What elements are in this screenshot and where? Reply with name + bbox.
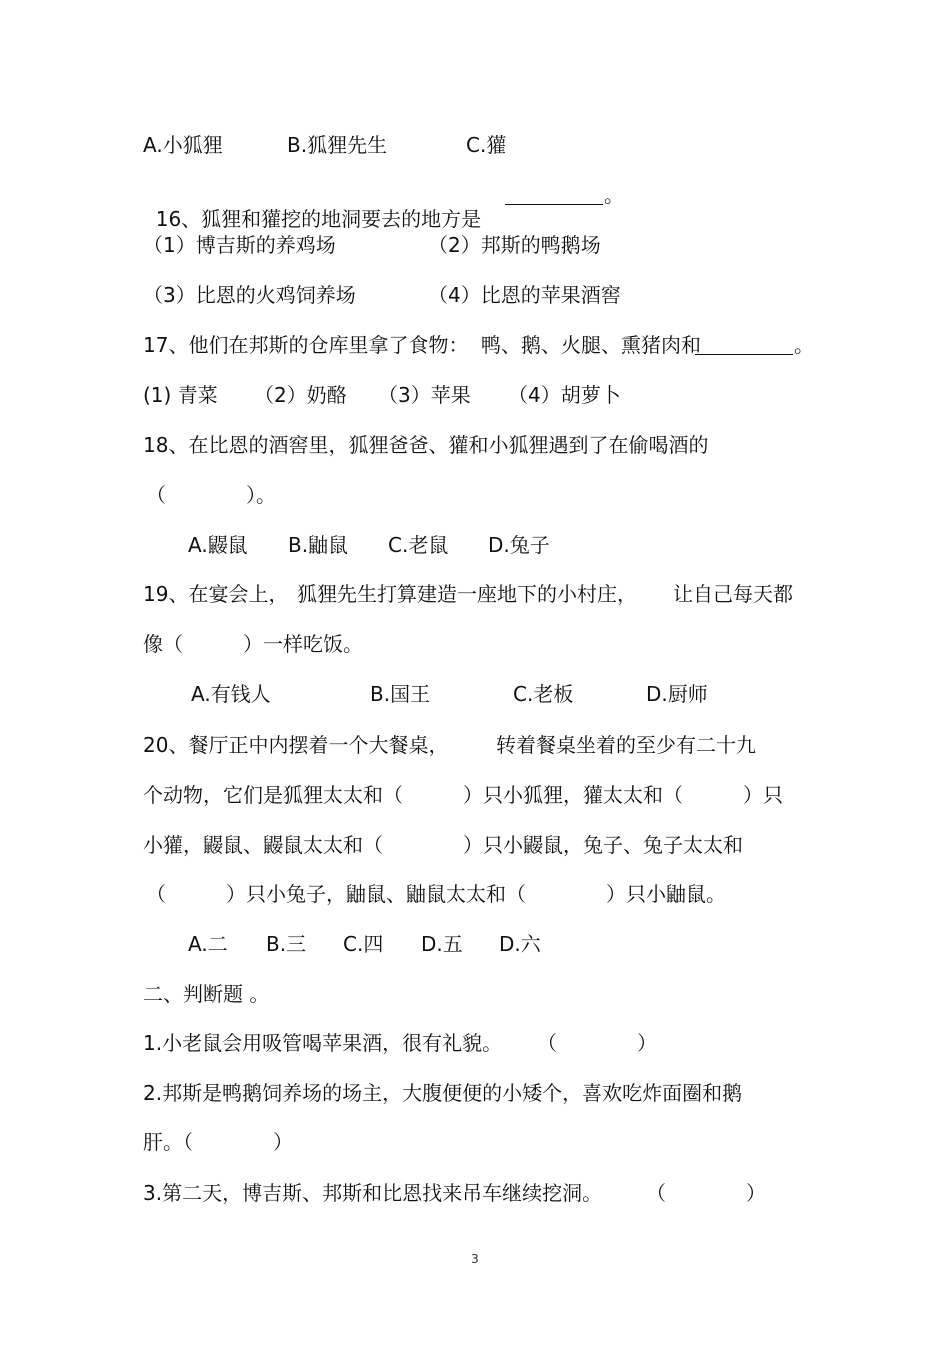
q17-option-2: （2）奶酪 xyxy=(254,383,347,407)
q15-option-a: A.小狐狸 xyxy=(143,133,223,157)
q18-option-a: A.鼹鼠 xyxy=(188,533,248,557)
judge-3: 3.第二天，博吉斯、邦斯和比恩找来吊车继续挖洞。 xyxy=(143,1181,603,1205)
q20-option-c: C.四 xyxy=(343,932,384,956)
page-number: 3 xyxy=(471,1252,479,1266)
q16-option-4: （4）比恩的苹果酒窖 xyxy=(428,283,621,307)
q20-option-e: D.六 xyxy=(499,932,541,956)
q20-line-4: （ ）只小兔子，鼬鼠、鼬鼠太太和（ ）只小鼬鼠。 xyxy=(146,882,726,906)
q19-stem-3: 让自己每天都 xyxy=(673,582,793,606)
q20-line-2: 个动物，它们是狐狸太太和（ ）只小狐狸，獾太太和（ ）只 xyxy=(143,783,783,807)
q16-stem xyxy=(143,183,481,231)
q17-option-3: （3）苹果 xyxy=(378,383,471,407)
judge-2-line-2[interactable]: 肝。（ ） xyxy=(143,1130,293,1154)
q19-option-c: C.老板 xyxy=(513,682,574,706)
q19-option-b: B.国王 xyxy=(370,682,431,706)
judge-1-answer-paren[interactable]: （ ） xyxy=(537,1031,657,1055)
q15-option-c: C.獾 xyxy=(466,133,507,157)
judge-2-line-1: 2.邦斯是鸭鹅饲养场的场主，大腹便便的小矮个，喜欢吃炸面圈和鹅 xyxy=(143,1081,743,1105)
q19-line-2: 像（ ）一样吃饭。 xyxy=(143,632,363,656)
q16-stem-text: 16、狐狸和獾挖的地洞要去的地方是 xyxy=(155,207,482,231)
q20-line-3: 小獾，鼹鼠、鼹鼠太太和（ ）只小鼹鼠，兔子、兔子太太和 xyxy=(143,833,743,857)
q17-end: 。 xyxy=(794,333,814,357)
q18-option-c: C.老鼠 xyxy=(388,533,449,557)
q17-option-4: （4）胡萝卜 xyxy=(508,383,621,407)
q16-end: 。 xyxy=(604,183,624,207)
q17-stem: 17、他们在邦斯的仓库里拿了食物： xyxy=(143,333,469,357)
q19-option-a: A.有钱人 xyxy=(191,682,271,706)
q19-stem-2: 狐狸先生打算建造一座地下的小村庄， xyxy=(297,582,637,606)
q20-option-a: A.二 xyxy=(188,932,228,956)
q17-answer-blank[interactable] xyxy=(695,336,793,355)
q17-option-1: (1) 青菜 xyxy=(143,383,218,407)
q15-option-b: B.狐狸先生 xyxy=(287,133,388,157)
q18-option-b: B.鼬鼠 xyxy=(288,533,349,557)
judge-1: 1.小老鼠会用吸管喝苹果酒，很有礼貌。 xyxy=(143,1031,503,1055)
q18-stem: 18、在比恩的酒窖里，狐狸爸爸、獾和小狐狸遇到了在偷喝酒的 xyxy=(143,433,709,457)
q20-option-b: B.三 xyxy=(266,932,307,956)
section-2-title: 二、判断题 。 xyxy=(143,982,270,1006)
q20-option-d: D.五 xyxy=(421,932,463,956)
q20-stem-2: 转着餐桌坐着的至少有二十九 xyxy=(496,733,756,757)
q18-answer-paren[interactable]: （ ）。 xyxy=(146,483,276,507)
q17-foods: 鸭、鹅、火腿、熏猪肉和 xyxy=(481,333,701,357)
q19-option-d: D.厨师 xyxy=(646,682,708,706)
judge-3-answer-paren[interactable]: （ ） xyxy=(646,1181,766,1205)
q18-option-d: D.兔子 xyxy=(488,533,550,557)
q16-option-2: （2）邦斯的鸭鹅场 xyxy=(428,233,601,257)
q20-stem-1: 20、餐厅正中内摆着一个大餐桌， xyxy=(143,733,449,757)
q19-stem-1: 19、在宴会上， xyxy=(143,582,289,606)
q16-option-1: （1）博吉斯的养鸡场 xyxy=(143,233,336,257)
q16-answer-blank[interactable] xyxy=(505,186,603,205)
q16-option-3: （3）比恩的火鸡饲养场 xyxy=(143,283,356,307)
